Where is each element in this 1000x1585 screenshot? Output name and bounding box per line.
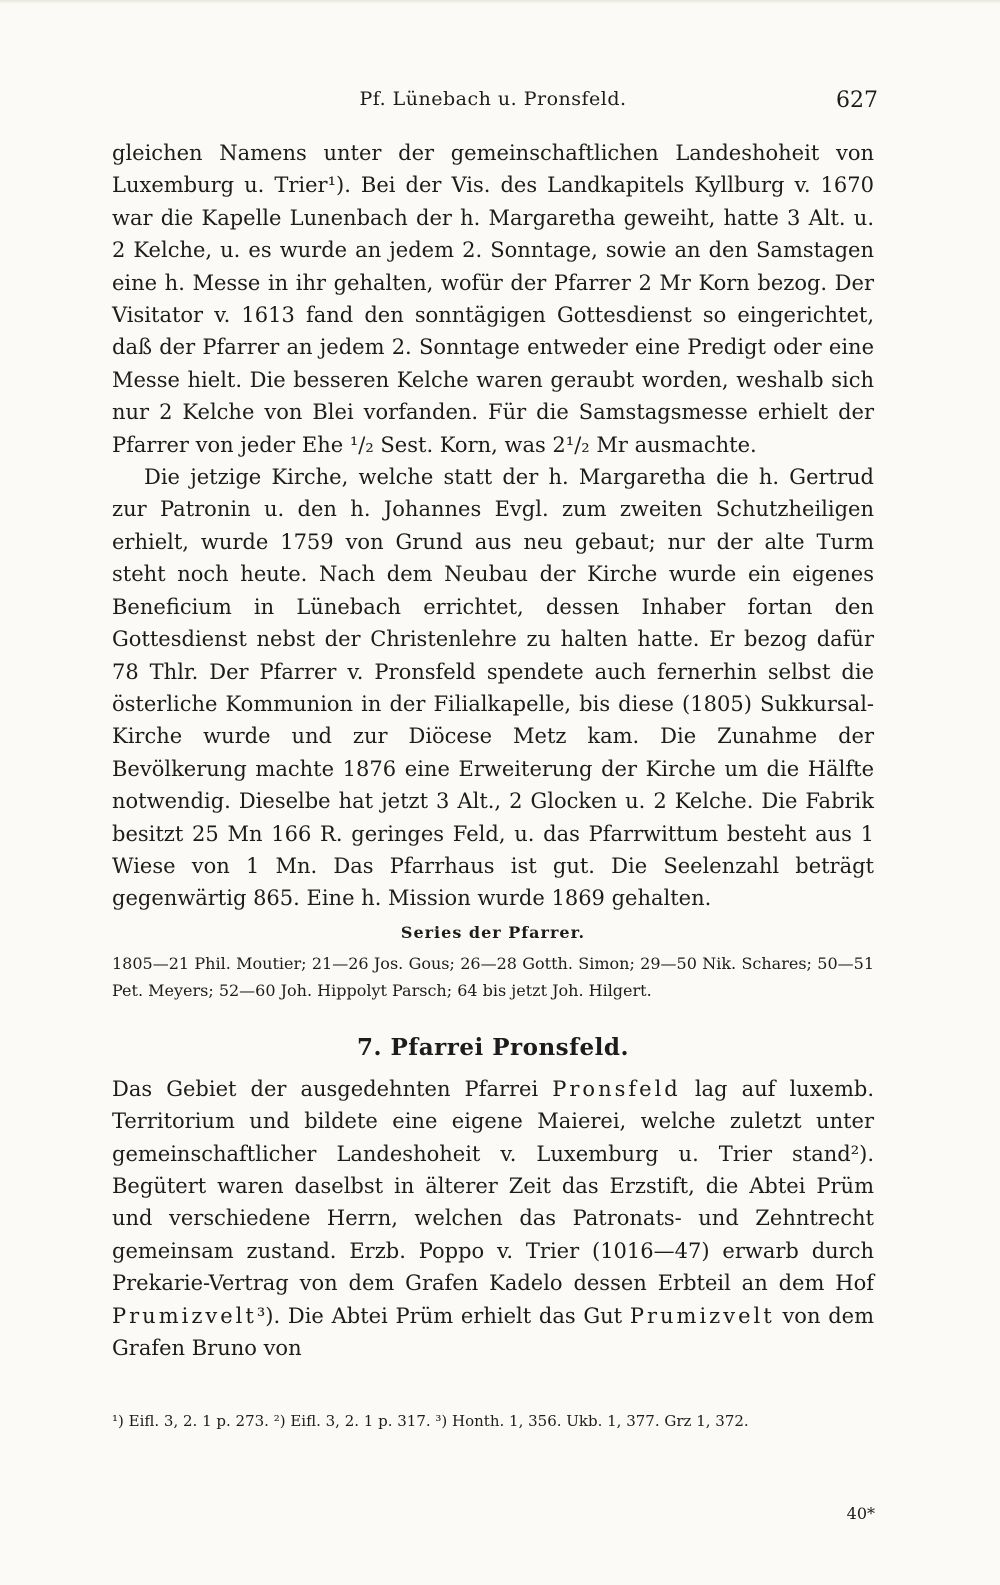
spaced-name: Prumizvelt (629, 1303, 775, 1328)
page-body (112, 137, 874, 1364)
spaced-name: Prumizvelt (112, 1303, 257, 1328)
scan-edge (0, 0, 1000, 4)
paragraph-pronsfeld (112, 1073, 874, 1365)
series-heading: Series der Pfarrer. (400, 922, 586, 942)
section-heading: 7. Pfarrei Pronsfeld. (356, 1033, 629, 1061)
spaced-name: Pronsfeld (552, 1076, 681, 1101)
text-run: lag auf luxemb. Territorium und bildete eine eigene Maierei, welche zuletzt unter gemeinschaftlicher Landeshoheit v. Luxemburg u. Trier stand²). Begütert waren daselbst in älterer Zeit das Erzstift, die Abtei Prüm und verschiedene Herrn, welchen das Patronats- und Zehntrecht gemeinsam zustand. Erzb. Poppo v. Trier (1016—47) erwarb durch Prekarie-Vertrag von dem Grafen Kadelo dessen Erbteil an dem Hof (112, 1076, 874, 1296)
text-run: von dem Grafen Bruno von (112, 1303, 874, 1360)
page-number: 627 (836, 88, 878, 113)
paragraph-church-history: Die jetzige Kirche, welche statt der h. Margaretha die h. Gertrud zur Patronin u. den h. Johannes Evgl. zum zweiten Schutzheiligen erhielt, wurde 1759 von Grund aus neu gebaut; nur der alte Turm steht noch heute. Nach dem Neubau der Kirche wurde ein eigenes Beneficium in Lünebach errichtet, dessen Inhaber fortan den Gottesdienst nebst der Christenlehre zu halten hatte. Er bezog dafür 78 Thlr. Der Pfarrer v. Pronsfeld spendete auch fernerhin selbst die österliche Kommunion in der Filialkapelle, bis diese (1805) Sukkursal-Kirche wurde und zur Diöcese Metz kam. Die Zunahme der Bevölkerung machte 1876 eine Erweiterung der Kirche um die Hälfte notwendig. Dieselbe hat jetzt 3 Alt., 2 Glocken u. 2 Kelche. Die Fabrik besitzt 25 Mn 166 R. geringes Feld, u. das Pfarrwittum besteht aus 1 Wiese von 1 Mn. Das Pfarrhaus ist gut. Die Seelenzahl beträgt gegenwärtig 865. Eine h. Mission wurde 1869 gehalten. (112, 465, 874, 911)
page-header (108, 88, 878, 118)
footnotes: ¹) Eifl. 3, 2. 1 p. 273. ²) Eifl. 3, 2. 1 p. 317. ³) Honth. 1, 356. Ukb. 1, 377. Grz 1, 372. (112, 1412, 749, 1430)
series-list: 1805—21 Phil. Moutier; 21—26 Jos. Gous; 26—28 Gotth. Simon; 29—50 Nik. Schares; 50—51 Pet. Meyers; 52—60 Joh. Hippolyt Parsch; 64 bis jetzt Joh. Hilgert. (112, 953, 874, 1000)
text-run: ³). Die Abtei Prüm erhielt das Gut (256, 1303, 630, 1328)
signature-mark: 40* (846, 1504, 875, 1523)
text-run: Das Gebiet der ausgedehnten Pfarrei (112, 1076, 553, 1101)
paragraph-continued: gleichen Namens unter der gemeinschaftlichen Landeshoheit von Luxemburg u. Trier¹). Bei der Vis. des Landkapitels Kyllburg v. 1670 war die Kapelle Lunenbach der h. Margaretha geweiht, hatte 3 Alt. u. 2 Kelche, u. es wurde an jedem 2. Sonntage, sowie an den Samstagen eine h. Messe in ihr gehalten, wofür der Pfarrer 2 Mr Korn bezog. Der Visitator v. 1613 fand den sonntägigen Gottesdienst so eingerichtet, daß der Pfarrer an jedem 2. Sonntage entweder eine Predigt oder eine Messe hielt. Die besseren Kelche waren geraubt worden, weshalb sich nur 2 Kelche von Blei vorfanden. Für die Samstagsmesse erhielt der Pfarrer von jeder Ehe ¹/₂ Sest. Korn, was 2¹/₂ Mr ausmachte. (112, 141, 874, 457)
running-title: Pf. Lünebach u. Pronsfeld. (359, 88, 627, 110)
